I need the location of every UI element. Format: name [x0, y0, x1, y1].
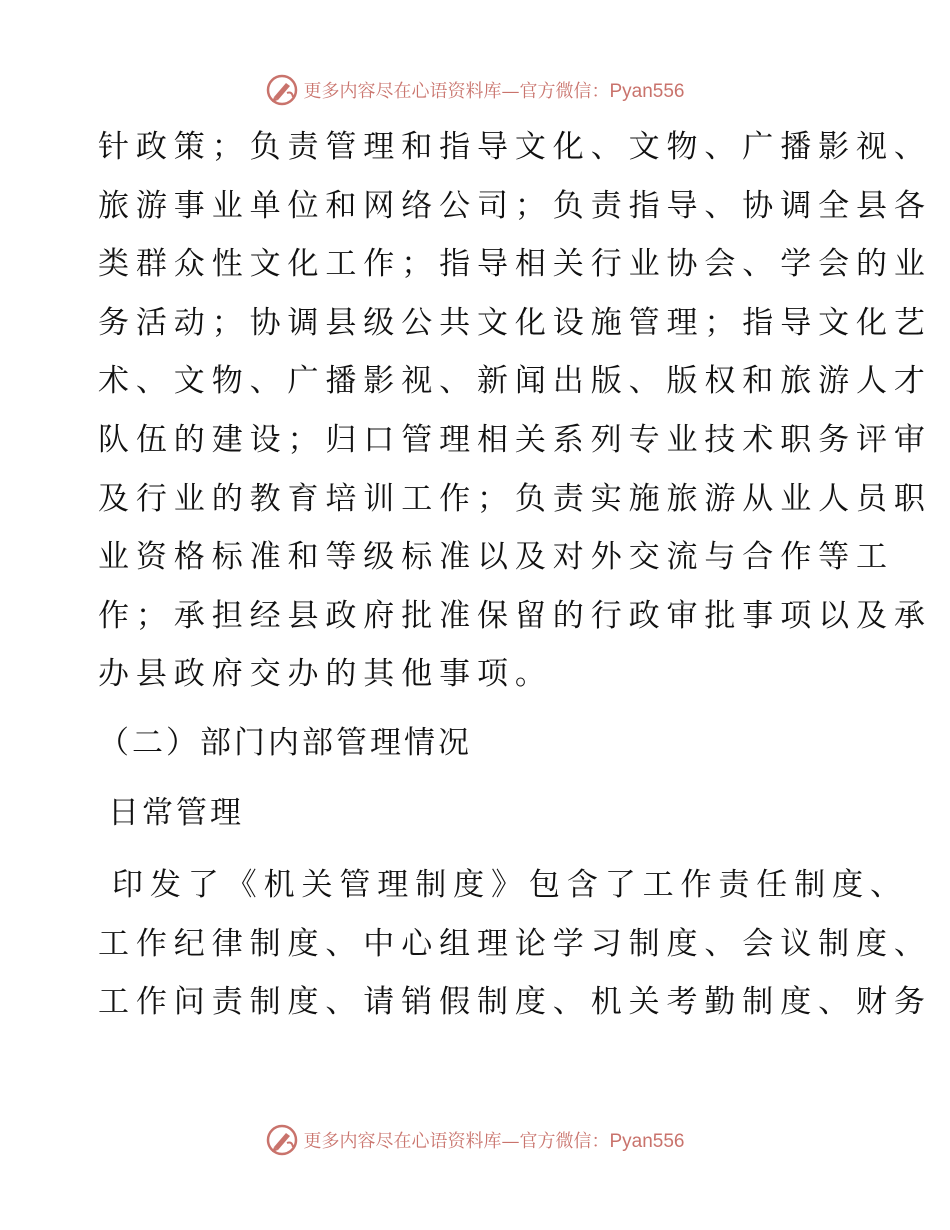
watermark-account-label: 官方微信：	[519, 81, 610, 102]
text-line: 类群众性文化工作；指导相关行业协会、学会的业	[98, 246, 932, 283]
text-line: 务活动；协调县级公共文化设施管理；指导文化艺	[98, 304, 932, 341]
watermark-account-label: 官方微信：	[519, 1131, 610, 1152]
watermark-title: 更多内容尽在心语资料库	[303, 81, 502, 102]
watermark-title: 更多内容尽在心语资料库	[303, 1131, 502, 1152]
text-line: 及行业的教育培训工作；负责实施旅游从业人员职	[98, 480, 932, 517]
pen-seal-icon	[265, 1123, 299, 1157]
header-watermark	[0, 70, 950, 110]
text-line: 针政策；负责管理和指导文化、文物、广播影视、	[98, 129, 932, 165]
text-line: 作；承担经县政府批准保留的行政审批事项以及承	[98, 597, 932, 634]
watermark-account-id: Pyan556	[609, 81, 685, 102]
section-heading: （二）部门内部管理情况	[98, 724, 472, 761]
watermark-account-id: Pyan556	[609, 1131, 685, 1152]
text-line: 队伍的建设；归口管理相关系列专业技术职务评审	[98, 421, 932, 458]
text-line: 工作问责制度、请销假制度、机关考勤制度、财务	[98, 984, 932, 1021]
text-line: 旅游事业单位和网络公司；负责指导、协调全县各	[98, 187, 932, 224]
text-line: 术、文物、广播影视、新闻出版、版权和旅游人才	[98, 363, 932, 400]
document-body	[98, 118, 932, 1032]
text-line: 印发了《机关管理制度》包含了工作责任制度、	[112, 866, 908, 903]
text-line: 办县政府交办的其他事项。	[98, 656, 553, 693]
paragraph-regulations	[98, 856, 932, 1032]
subheading: 日常管理	[108, 794, 244, 831]
pen-seal-icon	[265, 73, 299, 107]
watermark-separator: —	[501, 1131, 520, 1152]
text-line: 工作纪律制度、中心组理论学习制度、会议制度、	[98, 925, 932, 962]
paragraph-duties	[98, 118, 932, 704]
text-line: 业资格标准和等级标准以及对外交流与合作等工	[98, 539, 894, 576]
footer-watermark	[0, 1120, 950, 1160]
watermark-separator: —	[501, 81, 520, 102]
